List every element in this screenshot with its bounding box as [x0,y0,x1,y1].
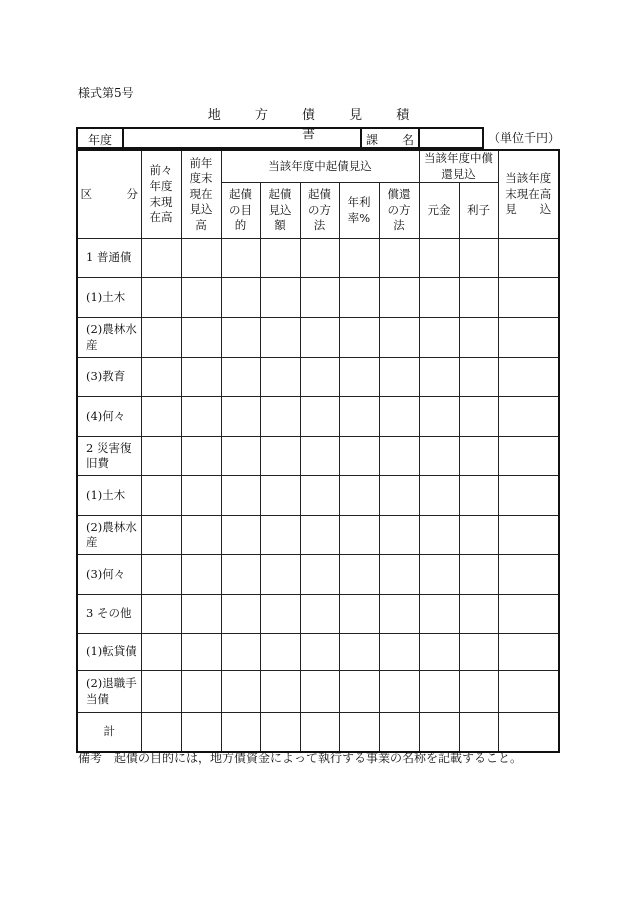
input-cell[interactable] [181,397,221,437]
table-row [77,713,559,752]
input-cell[interactable] [379,437,419,476]
input-cell[interactable] [221,278,260,318]
input-cell[interactable] [459,671,498,713]
input-cell[interactable] [459,278,498,318]
input-cell[interactable] [181,278,221,318]
input-cell[interactable] [498,239,559,278]
table-row [77,358,559,397]
input-cell[interactable] [181,358,221,397]
input-cell[interactable] [379,397,419,437]
header-interest: 利子 [459,183,498,239]
input-cell[interactable] [498,671,559,713]
input-cell[interactable] [339,239,379,278]
input-cell[interactable] [498,516,559,555]
input-cell[interactable] [141,595,181,634]
input-cell[interactable] [339,358,379,397]
input-cell[interactable] [260,634,300,671]
input-cell[interactable] [181,555,221,595]
input-cell[interactable] [339,671,379,713]
input-cell[interactable] [339,437,379,476]
row-label: (4)何々 [77,397,141,437]
input-cell[interactable] [221,397,260,437]
input-cell[interactable] [419,318,459,358]
input-cell[interactable] [300,713,339,752]
input-cell[interactable] [221,671,260,713]
input-cell[interactable] [181,516,221,555]
input-cell[interactable] [498,318,559,358]
input-cell[interactable] [419,437,459,476]
input-cell[interactable] [260,476,300,516]
year-label: 年度 [76,127,124,149]
input-cell[interactable] [459,476,498,516]
input-cell[interactable] [379,634,419,671]
input-cell[interactable] [379,671,419,713]
input-cell[interactable] [141,516,181,555]
input-cell[interactable] [260,671,300,713]
input-cell[interactable] [300,358,339,397]
row-label: 1 普通債 [77,239,141,278]
input-cell[interactable] [181,671,221,713]
input-cell[interactable] [141,555,181,595]
input-cell[interactable] [339,278,379,318]
row-label: (2)退職手当債 [77,671,141,713]
input-cell[interactable] [141,278,181,318]
unit-label: （単位千円） [488,131,561,145]
input-cell[interactable] [419,476,459,516]
input-cell[interactable] [459,595,498,634]
input-cell[interactable] [498,397,559,437]
input-cell[interactable] [379,476,419,516]
header-prev-year-end: 前々年度末現在高 [141,150,181,239]
input-cell[interactable] [221,713,260,752]
input-cell[interactable] [379,516,419,555]
table-row [77,278,559,318]
header-issue-purpose: 起債の目的 [221,183,260,239]
input-cell[interactable] [141,437,181,476]
section-label: 課 名 [360,127,420,149]
input-cell[interactable] [141,318,181,358]
table-row [77,239,559,278]
input-cell[interactable] [379,239,419,278]
input-cell[interactable] [221,318,260,358]
input-cell[interactable] [141,239,181,278]
input-cell[interactable] [498,634,559,671]
estimate-table [76,149,560,753]
row-label: (1)土木 [77,278,141,318]
input-cell[interactable] [459,437,498,476]
input-cell[interactable] [419,278,459,318]
header-year-end-est: 当該年度末現在高見 込 [498,150,559,239]
row-label: (3)教育 [77,358,141,397]
input-cell[interactable] [300,516,339,555]
row-label: 3 その他 [77,595,141,634]
input-cell[interactable] [300,437,339,476]
input-cell[interactable] [419,634,459,671]
input-cell[interactable] [260,318,300,358]
input-cell[interactable] [260,555,300,595]
input-cell[interactable] [459,318,498,358]
input-cell[interactable] [141,397,181,437]
input-cell[interactable] [498,437,559,476]
input-cell[interactable] [419,516,459,555]
input-cell[interactable] [181,318,221,358]
input-cell[interactable] [141,358,181,397]
input-cell[interactable] [221,437,260,476]
input-cell[interactable] [300,595,339,634]
table-row [77,397,559,437]
input-cell[interactable] [260,516,300,555]
input-cell[interactable] [379,318,419,358]
input-cell[interactable] [221,476,260,516]
input-cell[interactable] [379,555,419,595]
input-cell[interactable] [459,713,498,752]
input-cell[interactable] [221,358,260,397]
input-cell[interactable] [339,634,379,671]
table-row [77,318,559,358]
input-cell[interactable] [260,239,300,278]
header-annual-rate: 年利率% [339,183,379,239]
input-cell[interactable] [459,397,498,437]
document-title: 地 方 債 見 積 書 [207,108,425,142]
table-row [77,634,559,671]
row-label: (3)何々 [77,555,141,595]
input-cell[interactable] [221,595,260,634]
input-cell[interactable] [260,713,300,752]
table-body [77,239,559,752]
input-cell[interactable] [300,476,339,516]
header-repayment: 当該年度中償還見込 [419,150,498,183]
section-field[interactable] [418,127,484,149]
input-cell[interactable] [379,595,419,634]
year-field[interactable] [122,127,362,149]
input-cell[interactable] [221,555,260,595]
table-row [77,595,559,634]
input-cell[interactable] [339,595,379,634]
input-cell[interactable] [459,634,498,671]
row-label: 2 災害復旧費 [77,437,141,476]
input-cell[interactable] [181,437,221,476]
input-cell[interactable] [141,713,181,752]
input-cell[interactable] [498,713,559,752]
input-cell[interactable] [339,516,379,555]
input-cell[interactable] [498,358,559,397]
table-row [77,516,559,555]
input-cell[interactable] [300,397,339,437]
input-cell[interactable] [339,318,379,358]
input-cell[interactable] [379,713,419,752]
table-row [77,555,559,595]
note: 備考 起債の目的には，地方債資金によって執行する事業の名称を記載すること。 [78,751,523,765]
input-cell[interactable] [419,713,459,752]
header-issue-method: 起債の方法 [300,183,339,239]
input-cell[interactable] [300,555,339,595]
input-cell[interactable] [181,595,221,634]
table-row [77,437,559,476]
input-cell[interactable] [300,239,339,278]
table-row [77,476,559,516]
input-cell[interactable] [181,713,221,752]
input-cell[interactable] [300,318,339,358]
input-cell[interactable] [419,671,459,713]
input-cell[interactable] [419,239,459,278]
header-category: 区 分 [77,150,141,239]
input-cell[interactable] [379,278,419,318]
input-cell[interactable] [300,634,339,671]
row-label: (2)農林水産 [77,318,141,358]
input-cell[interactable] [300,278,339,318]
input-cell[interactable] [498,476,559,516]
input-cell[interactable] [260,595,300,634]
input-cell[interactable] [419,358,459,397]
input-cell[interactable] [498,555,559,595]
input-cell[interactable] [419,555,459,595]
input-cell[interactable] [181,634,221,671]
input-cell[interactable] [498,278,559,318]
input-cell[interactable] [141,476,181,516]
row-label: 計 [77,713,141,752]
input-cell[interactable] [221,634,260,671]
input-cell[interactable] [339,397,379,437]
input-cell[interactable] [221,239,260,278]
input-cell[interactable] [339,713,379,752]
row-label: (1)転貸債 [77,634,141,671]
header-current-issue: 当該年度中起債見込 [221,150,419,183]
input-cell[interactable] [498,595,559,634]
input-cell[interactable] [419,595,459,634]
header-prev-year-end-est: 前年度末現在見込高 [181,150,221,239]
input-cell[interactable] [459,555,498,595]
form-number: 様式第5号 [78,86,134,100]
header-principal: 元金 [419,183,459,239]
input-cell[interactable] [339,476,379,516]
input-cell[interactable] [459,516,498,555]
input-cell[interactable] [141,634,181,671]
input-cell[interactable] [260,437,300,476]
input-cell[interactable] [260,278,300,318]
row-label: (1)土木 [77,476,141,516]
input-cell[interactable] [141,671,181,713]
input-cell[interactable] [221,516,260,555]
input-cell[interactable] [260,358,300,397]
row-label: (2)農林水産 [77,516,141,555]
input-cell[interactable] [419,397,459,437]
input-cell[interactable] [459,358,498,397]
input-cell[interactable] [181,476,221,516]
input-cell[interactable] [379,358,419,397]
input-cell[interactable] [181,239,221,278]
input-cell[interactable] [339,555,379,595]
table-row [77,671,559,713]
input-cell[interactable] [459,239,498,278]
input-cell[interactable] [300,671,339,713]
header-repay-method: 償還の方法 [379,183,419,239]
input-cell[interactable] [260,397,300,437]
header-issue-amount: 起債見込額 [260,183,300,239]
